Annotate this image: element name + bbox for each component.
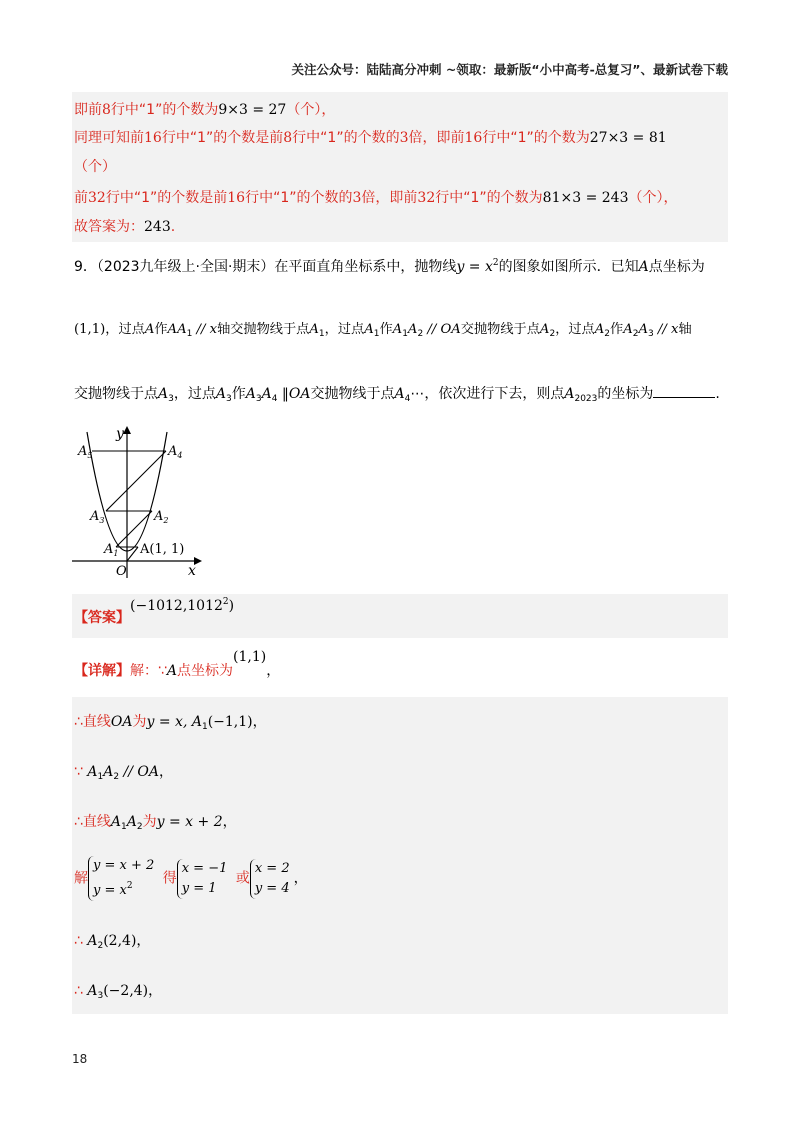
equation-system: y = x + 2 $y = x^2$ — [88, 856, 158, 901]
solution-line-1: 即前8行中“1”的个数为9×3 = 27（个）， — [74, 102, 336, 118]
question-line-1: 9．（2023九年级上·全国·期末）在平面直角坐标系中，抛物线$y = x^2$的图象如图所示．已知A点坐标为 — [74, 258, 705, 275]
point-a1-label: $A_1$ — [104, 542, 119, 558]
y-axis-arrow — [123, 426, 131, 434]
question-line-3: 交抛物线于点$A_3$，过点$A_3$作$A_3A_4$ ‖OA交抛物线于点$A_4\cdots$，依次进行下去，则点$A_{2023}$的坐标为 . — [74, 386, 720, 404]
point-a4-label: $A_4$ — [168, 444, 183, 460]
origin-label: O — [116, 564, 127, 579]
answer-blank — [653, 385, 715, 398]
point-a3-label: $A_3$ — [90, 509, 105, 525]
step-4: 解y = x + 2 $y = x^2$ 得x = −1 y = 1 或x = 2 y = 4， — [74, 856, 308, 901]
point-a2-label: $A_2$ — [154, 509, 169, 525]
point-a-label: A(1, 1) — [140, 542, 185, 557]
parabola-figure — [70, 422, 210, 582]
x-label: x — [188, 563, 196, 579]
step-6: ∴ $A_3(-2,4)$， — [74, 983, 163, 1001]
solution-line-3: （个） — [74, 159, 116, 175]
question-line-2: (1,1)，过点A作$AA_1$ // x轴交抛物线于点$A_1$，过点$A_1$作$A_1A_2$ // OA交抛物线于点$A_2$，过点$A_2$作$A_2A_3$ // x轴 — [74, 322, 692, 339]
y-label: y — [116, 426, 124, 442]
solution-line-2: 同理可知前16行中“1”的个数是前8行中“1”的个数的3倍，即前16行中“1”的个数为27×3 = 81 — [74, 130, 667, 146]
segment-a4-a3 — [106, 451, 166, 511]
step-1: ∴直线OA为y = x, $A_1(-1,1)$， — [74, 714, 267, 732]
page-header: 关注公众号：陆陆高分冲刺 ~领取：最新版“小中高考-总复习”、最新试卷下载 — [291, 62, 728, 77]
solution-system-1: x = −1 y = 1 — [177, 859, 232, 899]
solution-system-2: x = 2 y = 4 — [250, 859, 294, 899]
solution-line-4: 前32行中“1”的个数是前16行中“1”的个数的3倍，即前32行中“1”的个数为81×3 = 243（个）， — [74, 190, 678, 206]
solution-line-5: 故答案为：243. — [74, 219, 176, 235]
step-3: ∴直线$A_1A_2$为y = x + 2， — [74, 814, 237, 832]
point-a5-label: $A_5$ — [78, 444, 93, 460]
page-number: 18 — [72, 1052, 88, 1066]
answer-line: 【答案】$(-1012,1012^2)$ — [74, 597, 235, 626]
detail-line: 【详解】解：∵A点坐标为(1,1)， — [74, 649, 281, 679]
step-2: ∵ $A_1A_2$ // OA， — [74, 764, 173, 782]
step-5: ∴ $A_2(2,4)$， — [74, 933, 151, 951]
